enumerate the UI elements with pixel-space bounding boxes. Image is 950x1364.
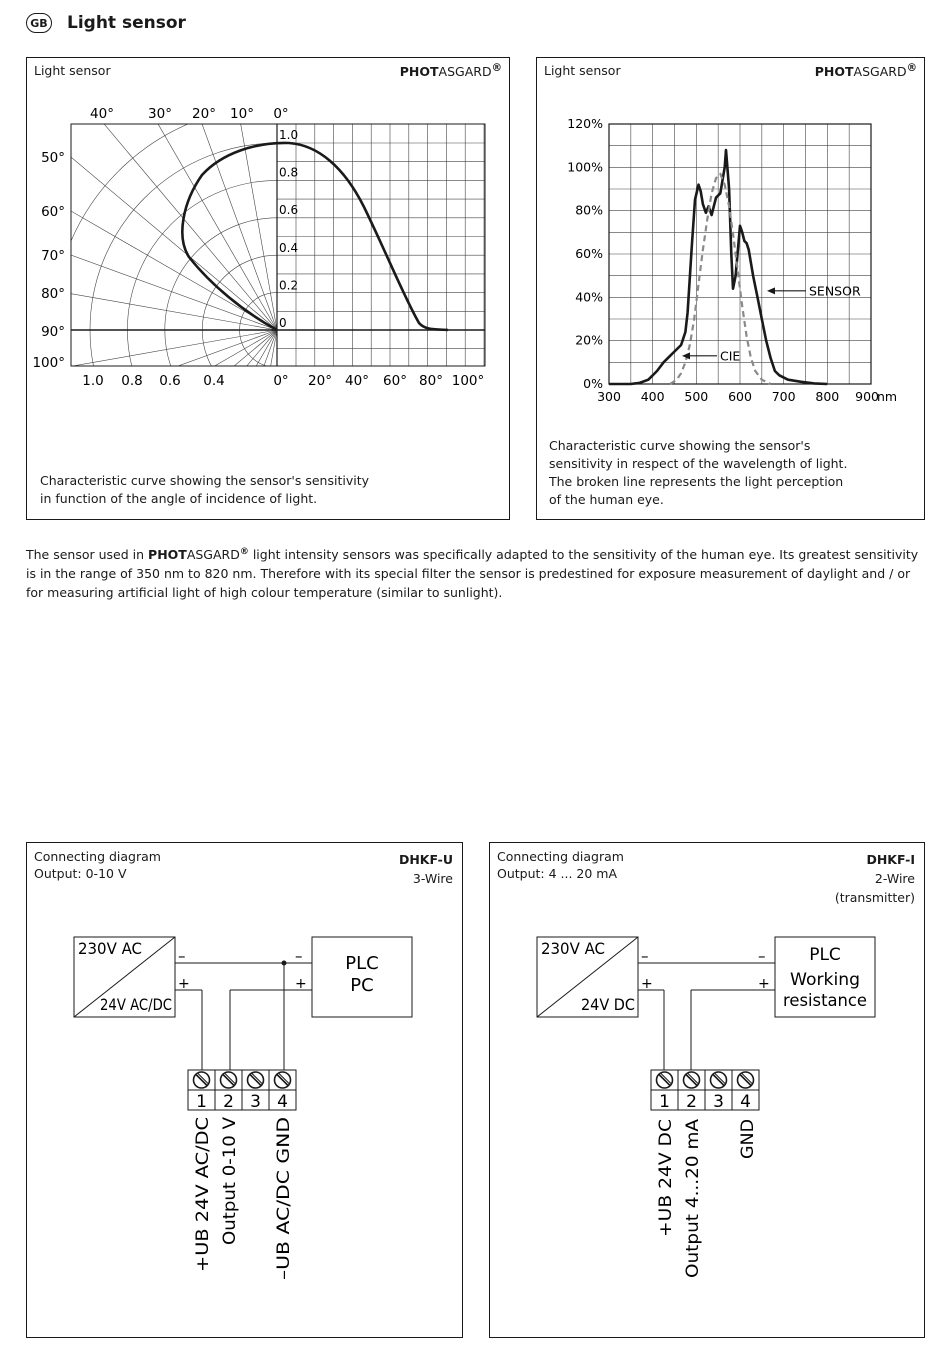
radial-gridline — [26, 330, 277, 457]
polar-description: Characteristic curve showing the sensor's sensitivity in function of the angle of incidence of light. — [40, 473, 370, 506]
brand-logo: PHOTASGARD® — [399, 62, 502, 80]
radial-tick-label: 0.6 — [159, 373, 181, 389]
brand-logo: PHOTASGARD® — [814, 62, 917, 80]
plc-label: PC — [350, 975, 374, 996]
radial-gridline — [26, 330, 277, 457]
angle-label: 10° — [230, 106, 254, 122]
radial-tick-label: 1.0 — [82, 373, 104, 389]
angle-label: 40° — [90, 106, 114, 122]
radial-gridline — [26, 330, 277, 457]
screw-slot — [277, 1075, 288, 1086]
plc-label: resistance — [783, 991, 867, 1011]
psu-bottom-label: 24V AC/DC — [100, 995, 172, 1014]
x-tick-label: 300 — [597, 389, 621, 404]
radial-gridline — [26, 330, 277, 457]
psu-top-label: 230V AC — [541, 939, 605, 958]
plc-label: PLC — [809, 945, 841, 965]
radial-tick-label: 0.4 — [279, 240, 299, 255]
panel-label: Light sensor — [34, 63, 111, 78]
terminal-number: 2 — [686, 1092, 697, 1112]
plus-sign: + — [295, 976, 307, 992]
terminal-number: 1 — [659, 1092, 670, 1112]
x-tick-label: 600 — [728, 389, 752, 404]
psu-top-label: 230V AC — [78, 939, 142, 958]
terminal-number: 3 — [250, 1092, 261, 1112]
junction-dot — [282, 961, 287, 966]
radial-gridline — [26, 226, 277, 330]
angle-label: 70° — [41, 248, 65, 264]
x-tick-label: 500 — [684, 389, 709, 404]
y-tick-label: 120% — [567, 116, 603, 131]
angle-label: 30° — [148, 106, 172, 122]
radial-gridline — [26, 330, 277, 457]
page-title: Light sensor — [67, 13, 186, 33]
radial-tick-label: 0.6 — [279, 203, 299, 218]
screw-slot — [223, 1075, 234, 1086]
wiring-diagram-i — [489, 842, 925, 1338]
screw-slot — [659, 1075, 670, 1086]
angle-label: 0° — [273, 373, 289, 389]
panel-label: Light sensor — [544, 63, 621, 78]
x-tick-label: 400 — [640, 389, 665, 404]
plus-sign: + — [641, 976, 653, 992]
angle-label: 20° — [192, 106, 216, 122]
radial-gridline — [173, 57, 277, 330]
screw-slot — [250, 1075, 261, 1086]
angle-label: 0° — [273, 106, 289, 122]
terminal-label: +UB 24V AC/DC — [193, 1135, 213, 1272]
angle-label: 100° — [451, 373, 485, 389]
diagram-header: Connecting diagram Output: 0-10 V — [34, 849, 161, 881]
screw-slot — [196, 1075, 207, 1086]
x-tick-label: 700 — [771, 389, 796, 404]
terminal-label: Output 4...20 mA — [683, 1131, 703, 1278]
radial-gridline — [72, 330, 277, 457]
angle-label: 50° — [41, 150, 65, 166]
angle-label: 80° — [41, 286, 65, 302]
angle-label: 100° — [32, 355, 65, 371]
y-tick-label: 60% — [575, 246, 603, 261]
radial-tick-label: 0.8 — [121, 373, 143, 389]
terminal-label: GND — [738, 1120, 758, 1159]
y-tick-label: 100% — [567, 159, 603, 175]
radial-gridline — [26, 330, 277, 434]
terminal-number: 4 — [277, 1092, 288, 1112]
x-tick-label: 900 — [855, 389, 879, 404]
language-badge — [26, 13, 52, 33]
polar-sensitivity-chart — [26, 57, 510, 457]
y-tick-label: 40% — [575, 289, 603, 305]
spectral-sensitivity-chart — [536, 57, 925, 417]
terminal-number: 4 — [740, 1092, 751, 1112]
angle-label: 20° — [308, 373, 332, 389]
terminal-number: 2 — [223, 1092, 234, 1112]
radial-tick-label: 0 — [279, 316, 287, 330]
minus-sign: – — [178, 947, 186, 965]
wiring-diagram-u — [26, 842, 463, 1338]
brand-inline: PHOTASGARD® — [148, 547, 249, 563]
terminal-number: 3 — [713, 1092, 724, 1112]
angle-label: 90° — [41, 324, 65, 340]
plus-sign: + — [178, 976, 190, 992]
y-tick-label: 0% — [583, 376, 603, 391]
diagram-model: DHKF-U 3-Wire — [398, 852, 453, 886]
angle-label: 60° — [41, 204, 65, 220]
language-badge-text: GB — [30, 16, 48, 30]
radial-tick-label: 0.8 — [279, 165, 299, 180]
y-tick-label: 80% — [575, 202, 603, 218]
plc-label: Working — [790, 970, 860, 990]
radial-tick-label: 0.2 — [279, 278, 299, 293]
x-tick-label: 800 — [815, 389, 840, 404]
radial-tick-label: 0.4 — [203, 373, 225, 389]
minus-sign: – — [758, 947, 766, 965]
radial-gridline — [72, 57, 277, 330]
arc-gridline — [127, 180, 277, 457]
arc-gridline — [53, 106, 277, 457]
psu-bottom-label: 24V DC — [581, 995, 635, 1014]
arc-gridline — [90, 143, 277, 457]
y-tick-label: 20% — [575, 332, 603, 348]
terminal-label: Output 0-10 V — [220, 1124, 240, 1245]
terminal-label: –UB AC/DC GND — [274, 1143, 294, 1280]
angle-label: 60° — [383, 373, 407, 389]
screw-slot — [740, 1075, 751, 1086]
diagram-model: DHKF-I 2-Wire (transmitter) — [834, 852, 915, 905]
series-annotation: SENSOR — [809, 283, 861, 299]
terminal-number: 1 — [196, 1092, 207, 1112]
minus-sign: – — [641, 947, 649, 965]
minus-sign: – — [295, 947, 303, 965]
radial-tick-label: 1.0 — [279, 128, 299, 142]
arrow-head — [767, 287, 775, 294]
screw-slot — [686, 1075, 697, 1086]
plc-label: PLC — [345, 953, 379, 974]
terminal-label: +UB 24V DC — [656, 1129, 676, 1237]
angle-label: 40° — [345, 373, 369, 389]
x-unit-label: nm — [877, 389, 898, 404]
body-paragraph: The sensor used in PHOTASGARD® light intensity sensors was specifically adapted to the sensitivity of the human eye. Its greatest sensitivity is in the range of 350 nm to 820 nm. Therefore with its special filter the sensor is predestined for exposure measurement of daylight and / or for measuring artificial light of high colour temperature (similar to sunlight). — [26, 547, 919, 601]
screw-slot — [713, 1075, 724, 1086]
series-annotation: CIE — [720, 348, 741, 364]
diagram-header: Connecting diagram Output: 4 ... 20 mA — [497, 849, 624, 881]
angle-label: 80° — [419, 373, 443, 389]
plus-sign: + — [758, 976, 770, 992]
spectral-description: Characteristic curve showing the sensor's sensitivity in respect of the wavelength of light. The broken line represents the light perception of the human eye. — [549, 438, 848, 507]
